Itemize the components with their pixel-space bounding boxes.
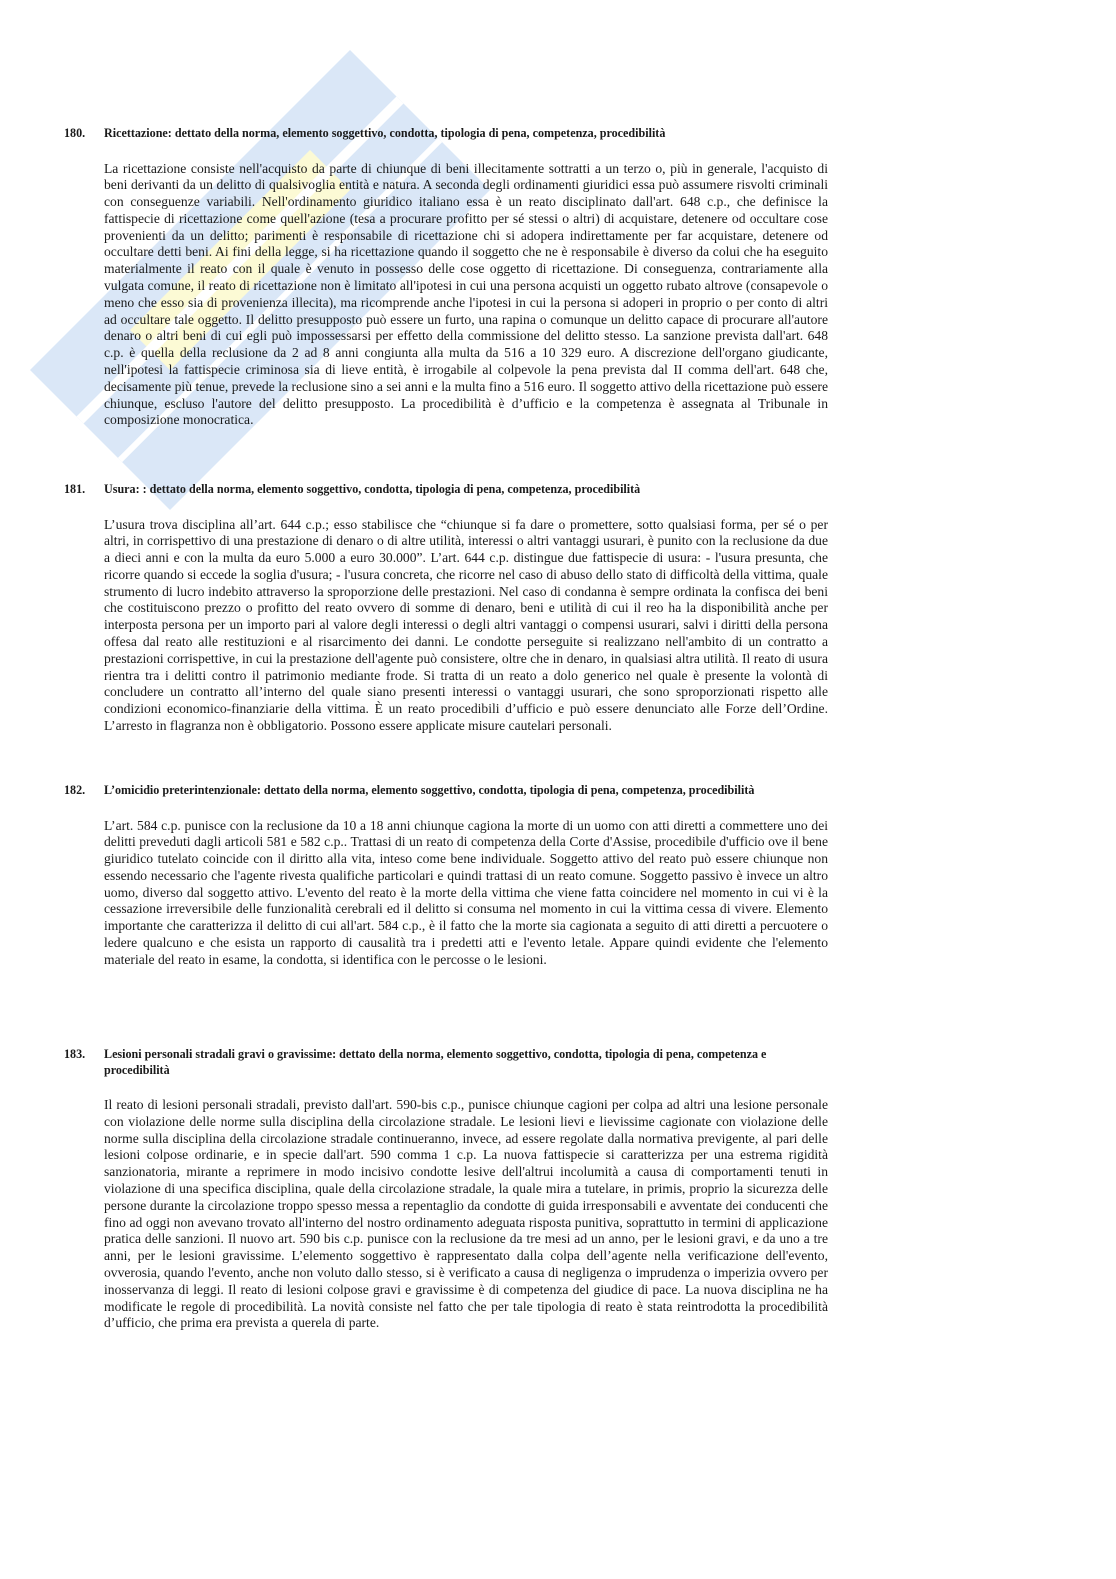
section-heading <box>64 482 828 498</box>
section-body: L’usura trova disciplina all’art. 644 c.p.; esso stabilisce che “chiunque si fa dare o promettere, sotto qualsiasi forma, per sé o per altri, in corrispettivo di una prestazione di denaro o di altre utilità, interessi o altri vantaggi usurari, è punito con la reclusione da due a dieci anni e con la multa da euro 5.000 a euro 30.000”. L’art. 644 c.p. distingue due fattispecie di usura: - l'usura presunta, che ricorre quando si eccede la soglia d'usura; - l'usura concreta, che ricorre nel caso di abuso dello stato di difficoltà della vittima, quale strumento di lucro indebito attraverso la sproporzione delle prestazioni. Nel caso di condanna è sempre ordinata la confisca dei beni che costituiscono prezzo o profitto del reato ovvero di somme di denaro, beni e utilità di cui il reo ha la disponibilità anche per interposta persona per un importo pari al valore degli interessi o degli altri vantaggi o compensi usurari, salvi i diritti della persona offesa dal reato alle restituzioni e al risarcimento dei danni. Le condotte perseguite si realizzano nell'ambito di un contratto a prestazioni corrispettive, in cui la prestazione dell'agente può consistere, oltre che in denaro, in qualsiasi altra utilità. Il reato di usura rientra tra i delitti contro il patrimonio mediante frode. Si tratta di un reato a dolo generico nel quale è presente la volontà di concludere un contratto all’interno del quale siano presenti interessi o vantaggi usurari, che sono sproporzionati rispetto alle condizioni economico-finanziarie della vittima. È un reato procedibili d’ufficio e può essere denunciato alle Forze dell’Ordine. L’arresto in flagranza non è obbligatorio. Possono essere applicate misure cautelari personali. <box>104 516 828 734</box>
section-180 <box>64 126 828 429</box>
section-title: Ricettazione: dettato della norma, elemento soggettivo, condotta, tipologia di pena, competenza, procedibilità <box>104 126 666 140</box>
section-title: Lesioni personali stradali gravi o gravissime: dettato della norma, elemento soggettivo, condotta, tipologia di pena, competenza e procedibilità <box>104 1047 767 1077</box>
section-number: 181. <box>64 482 86 496</box>
section-181 <box>64 482 828 735</box>
section-title: L’omicidio preterintenzionale: dettato della norma, elemento soggettivo, condotta, tipologia di pena, competenza, procedibilità <box>104 783 755 797</box>
section-heading <box>64 1047 828 1078</box>
section-number: 182. <box>64 783 86 797</box>
section-heading <box>64 126 828 142</box>
section-182 <box>64 783 828 969</box>
section-title: Usura: : dettato della norma, elemento soggettivo, condotta, tipologia di pena, competenza, procedibilità <box>104 482 641 496</box>
section-body: Il reato di lesioni personali stradali, previsto dall'art. 590-bis c.p., punisce chiunque cagioni per colpa ad altri una lesione personale con violazione delle norme sulla disciplina della circolazione stradale. Le lesioni lievi e lievissime cagionate con violazione delle norme sulla disciplina della circolazione stradale continueranno, invece, ad essere regolate dalla normativa previgente, al pari delle lesioni colpose ordinarie, e in specie dall'art. 590 comma 1 c.p. La nuova fattispecie si caratterizza per una estrema rigidità sanzionatoria, mirante a reprimere in modo incisivo condotte lesive dell'altrui incolumità a causa di comportamenti tenuti in violazione di una specifica disciplina, quale della circolazione stradale, la quale mira a tutelare, in primis, proprio la sicurezza delle persone durante la circolazione troppo spesso messa a repentaglio da condotte di guida irresponsabili e avventate dei conducenti che fino ad oggi non avevano trovato all'interno del nostro ordinamento adeguata risposta punitiva, soprattutto in termini di applicazione pratica delle sanzioni. Il nuovo art. 590 bis c.p. punisce con la reclusione da tre mesi ad un anno, per le lesioni gravi, e da uno a tre anni, per le lesioni gravissime. L’elemento soggettivo è rappresentato dalla colpa dell’agente nella verificazione dell'evento, ovverosia, quando l'evento, anche non voluto dallo stesso, si è verificato a causa di negligenza o imprudenza o imperizia ovvero per inosservanza di leggi. Il reato di lesioni colpose gravi e gravissime è di competenza del giudice di pace. La nuova disciplina ne ha modificate le regole di procedibilità. La novità consiste nel fatto che per tale tipologia di reato è stata reintrodotta la procedibilità d’ufficio, che prima era prevista a querela di parte. <box>104 1097 828 1331</box>
section-heading <box>64 783 828 799</box>
section-183 <box>64 1047 828 1332</box>
section-number: 180. <box>64 126 86 140</box>
section-body: La ricettazione consiste nell'acquisto da parte di chiunque di beni illecitamente sottratti a un terzo o, più in generale, l'acquisto di beni derivanti da un delitto di qualsivoglia entità e natura. A seconda degli ordinamenti giuridici essa può assumere risvolti criminali con conseguenze variabili. Nell'ordinamento giuridico italiano essa è un reato disciplinato dall'art. 648 c.p., che definisce la fattispecie di ricettazione come quell'azione (tesa a procurare profitto per sé stessi o altri) di acquistare, detenere od occultare cose provenienti da un delitto; parimenti è responsabile di ricettazione chi si adopera indirettamente per far acquistare, detenere od occultare detti beni. Ai fini della legge, si ha ricettazione quando il soggetto che ne è responsabile è diverso da colui che ha eseguito materialmente il reato con il quale è venuto in possesso delle cose oggetto di ricettazione. Di conseguenza, contrariamente alla vulgata comune, il reato di ricettazione non è limitato all'ipotesi in cui una persona acquisti un oggetto rubato altrove (consapevole o meno che esso sia di provenienza illecita), ma ricomprende anche l'ipotesi in cui la persona si adoperi in proprio o per conto di altri ad occultare tale oggetto. Il delitto presupposto può essere un furto, una rapina o comunque un delitto capace di procurare all'autore denaro o altri beni di cui egli può impossessarsi per effetto della commissione del delitto stesso. La sanzione prevista dall'art. 648 c.p. è quella della reclusione da 2 ad 8 anni congiunta alla multa da 516 a 10 329 euro. A discrezione dell'organo giudicante, nell'ipotesi la fattispecie criminosa sia di lieve entità, è irrogabile al colpevole la pena prevista dal II comma dell'art. 648 che, decisamente più tenue, prevede la reclusione sino a sei anni e la multa fino a 516 euro. Il soggetto attivo della ricettazione può essere chiunque, escluso l'autore del delitto presupposto. La procedibilità è d’ufficio e la competenza è assegnata al Tribunale in composizione monocratica. <box>104 160 828 428</box>
section-body: L’art. 584 c.p. punisce con la reclusione da 10 a 18 anni chiunque cagiona la morte di un uomo con atti diretti a commettere uno dei delitti preveduti dagli articoli 581 e 582 c.p.. Trattasi di un reato di competenza della Corte d'Assise, procedibile d'ufficio ove il bene giuridico tutelato coincide con il diritto alla vita, inteso come bene individuale. Soggetto attivo del reato può essere chiunque non essendo necessario che l'agente rivesta qualifiche particolari e quindi trattasi di un reato comune. Soggetto passivo è invece un altro uomo, diverso dal soggetto attivo. L'evento del reato è la morte della vittima che viene fatta coincidere nel momento in cui vi è la cessazione irreversibile delle funzionalità cerebrali ed il delitto si consuma nel momento in cui la vittima cessa di vivere. Elemento importante che caratterizza il delitto di cui all'art. 584 c.p., è il fatto che la morte sia cagionata a seguito di atti diretti a percuotere o ledere qualcuno e che esista un rapporto di causalità tra i predetti atti e l'evento letale. Appare quindi evidente che l'elemento materiale del reato in esame, la condotta, si identifica con le percosse o le lesioni. <box>104 817 828 967</box>
section-number: 183. <box>64 1047 86 1061</box>
